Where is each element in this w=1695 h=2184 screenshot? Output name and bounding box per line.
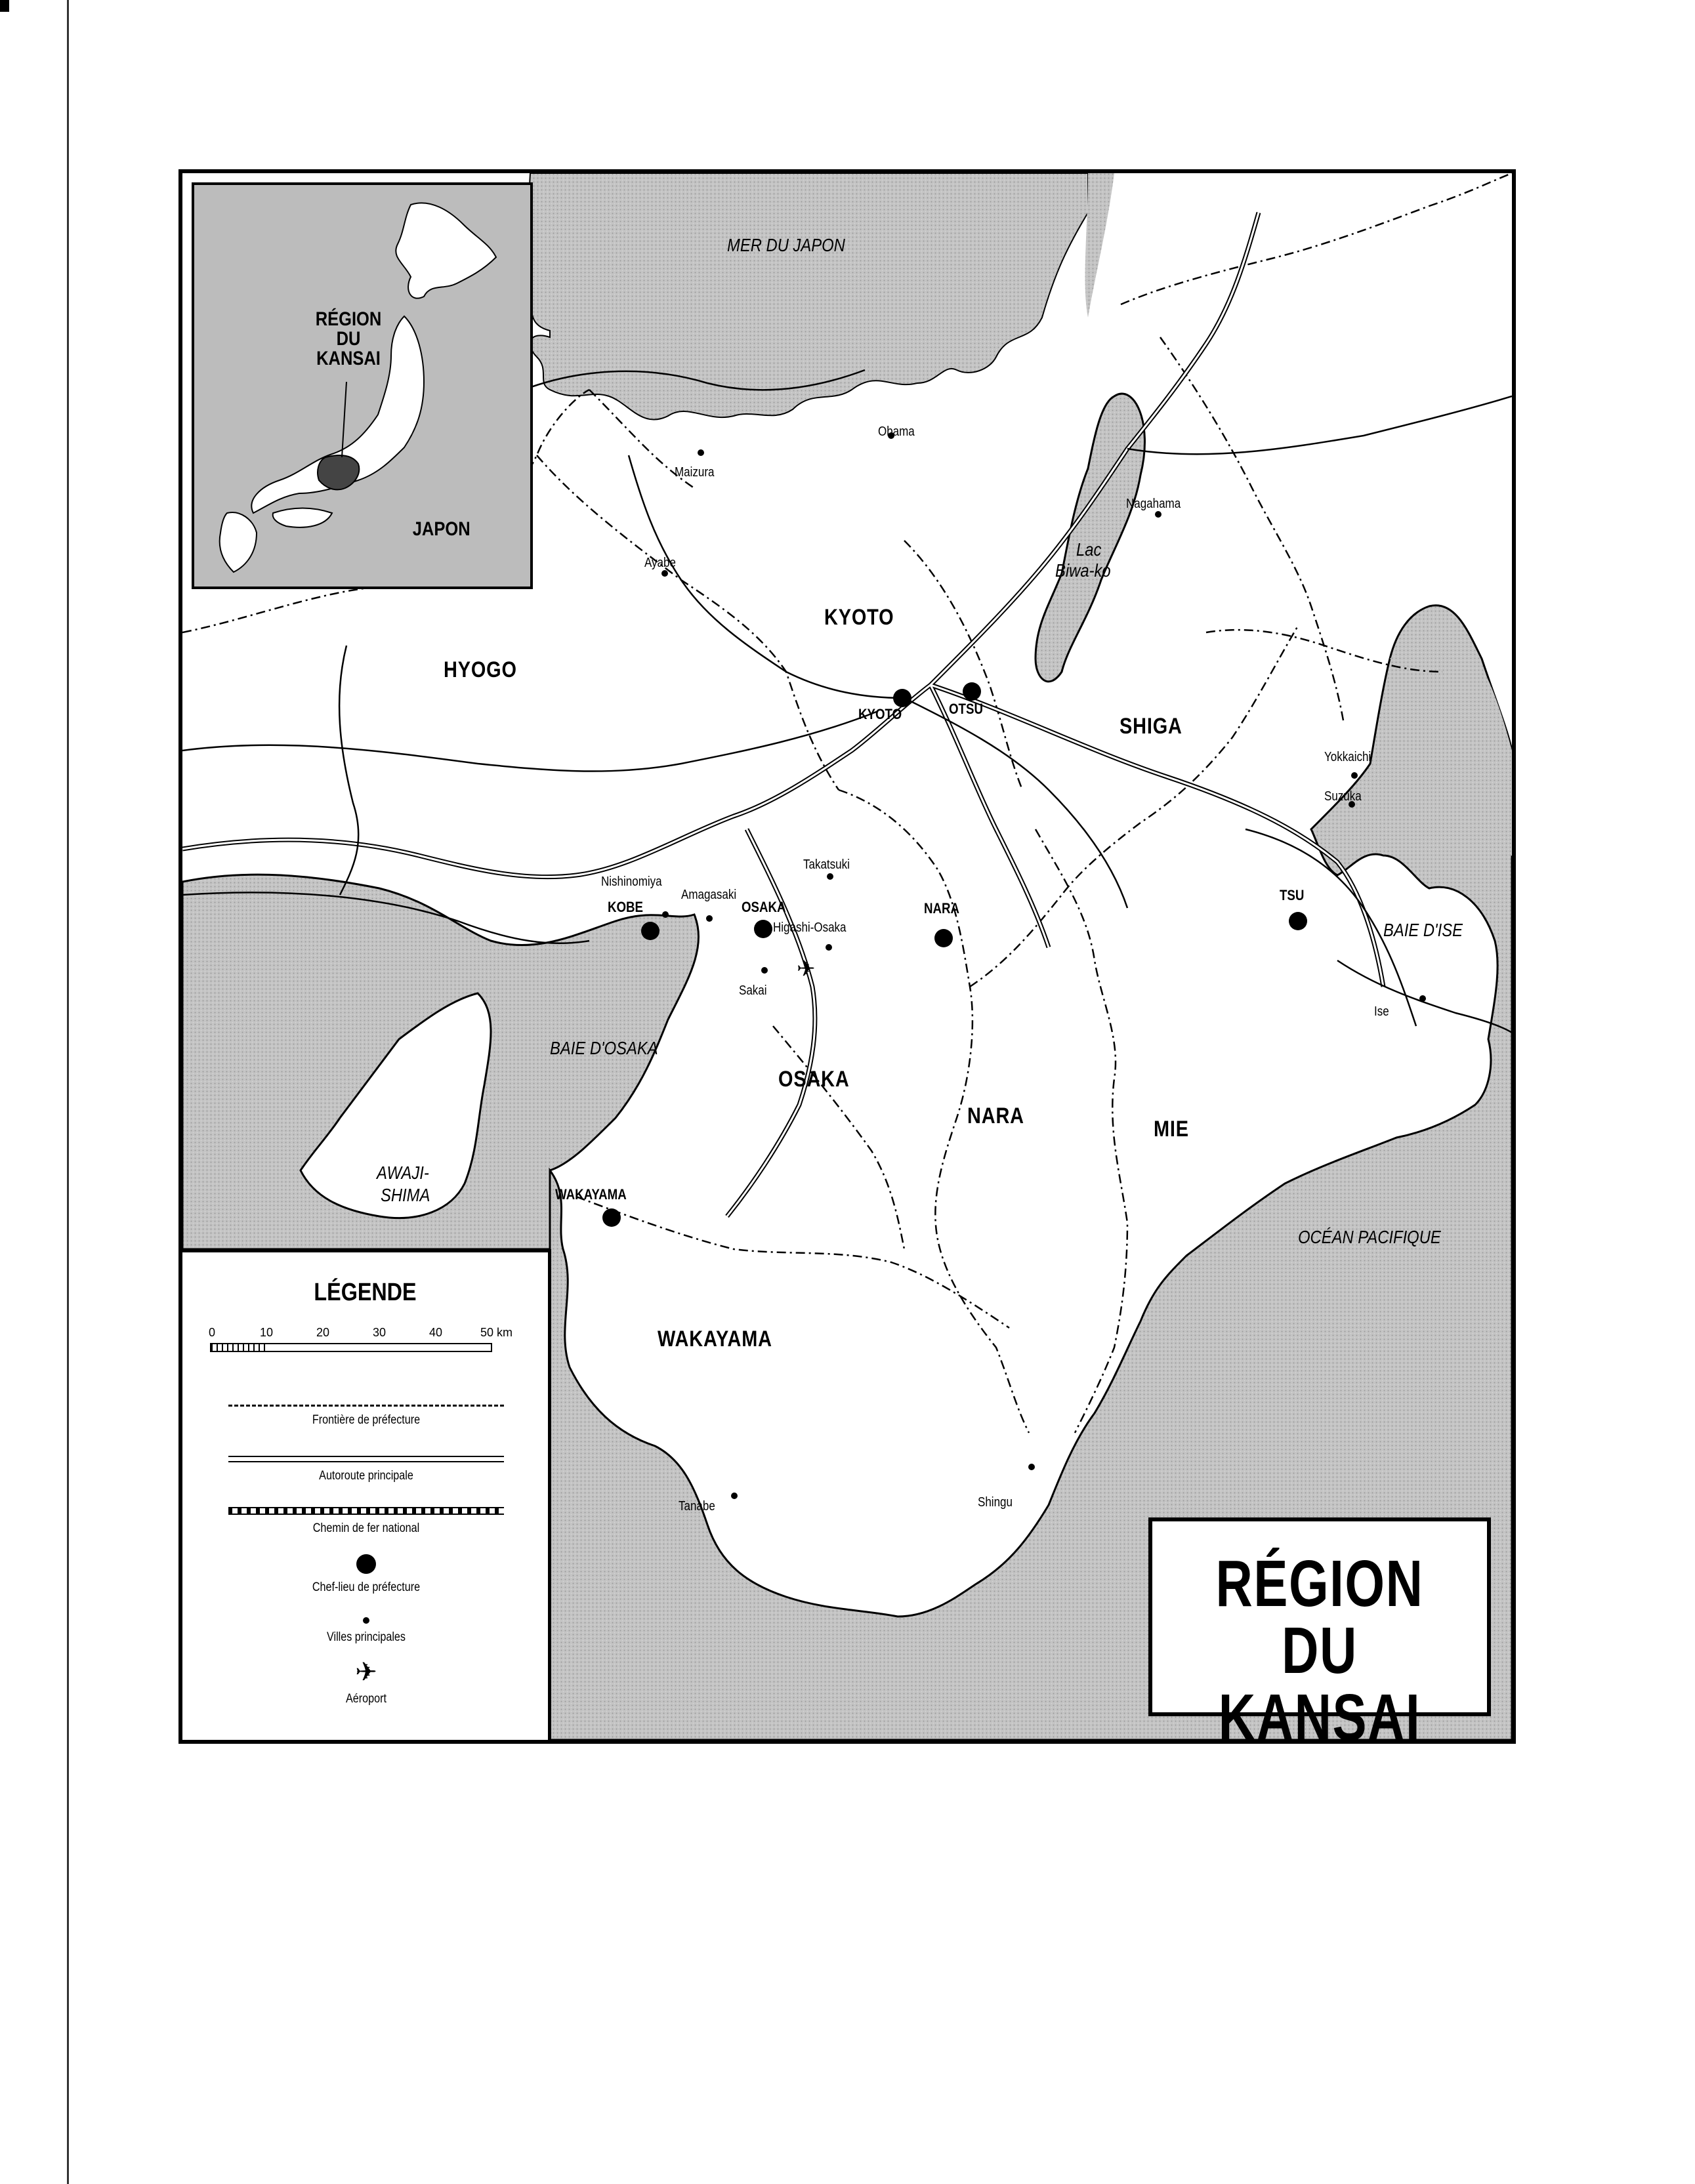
scale-label-50: 50 km — [480, 1326, 513, 1339]
legend-item-border — [209, 1405, 524, 1428]
lake-biwa — [1036, 394, 1144, 682]
capital-otsu-label: OTSU — [949, 701, 983, 717]
lake-biwa-label-2: Biwa-ko — [1055, 560, 1111, 581]
legend-capital-text: Chef-lieu de préfecture — [312, 1580, 421, 1594]
kansai-map — [178, 169, 1516, 1744]
pref-shiga-label: SHIGA — [1120, 714, 1182, 739]
sea-of-japan-east — [1085, 173, 1114, 318]
capital-osaka-label: OSAKA — [742, 899, 786, 915]
capital-nara-label: NARA — [924, 900, 960, 917]
legend-highway-text: Autoroute principale — [319, 1469, 413, 1483]
legend-airport-text: Aéroport — [346, 1692, 387, 1706]
scale-bar — [210, 1343, 492, 1352]
pref-nara-label: NARA — [967, 1103, 1024, 1128]
city-nishinomiya-label: Nishinomiya — [601, 875, 662, 889]
kyushu — [220, 512, 257, 572]
tsu-dot — [1289, 912, 1307, 930]
scale-label-30: 30 — [373, 1326, 387, 1339]
capital-symbol — [356, 1554, 376, 1574]
map-title-box — [1148, 1517, 1491, 1744]
capital-kyoto-label: KYOTO — [858, 706, 902, 722]
inset-region-line2: DU — [336, 328, 361, 350]
airport-symbol-icon: ✈ — [355, 1658, 377, 1687]
capital-wakayama-label: WAKAYAMA — [555, 1186, 627, 1203]
scale-label-10: 10 — [260, 1326, 274, 1339]
legend-title: LÉGENDE — [314, 1279, 417, 1306]
legend-border-text: Frontière de préfecture — [312, 1413, 421, 1427]
city-yokkaichi-label: Yokkaichi — [1324, 750, 1371, 764]
inset-region-line3: KANSAI — [316, 348, 381, 369]
page-corner-mark — [0, 0, 9, 12]
city-sakai-label: Sakai — [739, 983, 767, 998]
legend-item-city — [209, 1617, 524, 1645]
city-takatsuki-label: Takatsuki — [803, 857, 850, 872]
city-higashi-osaka-label: Higashi-Osaka — [773, 920, 847, 935]
osaka-dot — [754, 920, 772, 938]
legend-item-capital — [209, 1554, 524, 1595]
awaji-label-2: SHIMA — [381, 1185, 430, 1205]
map-title-line2: KANSAI — [1218, 1681, 1421, 1744]
city-tanabe-label: Tanabe — [679, 1499, 715, 1514]
rail-symbol — [228, 1507, 504, 1515]
highway-symbol — [228, 1456, 504, 1462]
kyoto-dot — [893, 689, 911, 707]
scale-label-40: 40 — [429, 1326, 443, 1339]
legend-city-text: Villes principales — [326, 1630, 406, 1644]
hokkaido — [396, 203, 496, 298]
nara-dot — [934, 929, 953, 947]
ise-bay-label: BAIE D'ISE — [1383, 920, 1463, 940]
osaka-bay-label: BAIE D'OSAKA — [550, 1038, 658, 1058]
pref-osaka-label: OSAKA — [778, 1067, 850, 1092]
legend-item-airport — [209, 1659, 524, 1706]
wakayama-dot — [602, 1208, 621, 1227]
shikoku — [273, 508, 332, 527]
otsu-dot — [963, 682, 981, 701]
sea-of-japan — [524, 173, 1088, 420]
city-ise-label: Ise — [1374, 1004, 1389, 1019]
capital-markers — [602, 682, 1307, 1227]
inset-region-line1: RÉGION — [315, 308, 382, 330]
city-maizuru-label: Maizura — [675, 465, 715, 480]
inset-region-label — [312, 310, 385, 369]
map-title-line1: RÉGION DU — [1215, 1547, 1424, 1687]
pacific-ocean-label: OCÉAN PACIFIQUE — [1298, 1227, 1441, 1247]
pref-mie-label: MIE — [1154, 1117, 1189, 1142]
city-symbol — [363, 1617, 369, 1624]
scale-label-20: 20 — [316, 1326, 330, 1339]
pref-kyoto-label: KYOTO — [824, 605, 894, 630]
border-symbol — [228, 1405, 504, 1407]
legend-item-rail — [209, 1507, 524, 1536]
city-ayabe-label: Ayabe — [644, 556, 676, 570]
city-nagahama-label: Nagahama — [1126, 497, 1181, 511]
kansai-pointer — [342, 382, 346, 457]
margin-line — [67, 0, 69, 2184]
pref-hyogo-label: HYOGO — [444, 657, 517, 682]
japan-inset-map — [192, 182, 533, 589]
airport-icon: ✈ — [797, 957, 816, 981]
capital-tsu-label: TSU — [1280, 887, 1305, 903]
city-suzuka-label: Suzuka — [1324, 789, 1362, 804]
city-amagasaki-label: Amagasaki — [681, 888, 737, 902]
awaji-label-1: AWAJI- — [377, 1163, 429, 1183]
legend-rail-text: Chemin de fer national — [312, 1521, 420, 1535]
scale-label-0: 0 — [209, 1326, 216, 1339]
kansai-highlight — [318, 455, 359, 489]
pref-wakayama-label: WAKAYAMA — [658, 1327, 772, 1351]
legend-item-highway — [209, 1456, 524, 1483]
inset-country-label: JAPON — [412, 518, 471, 540]
city-shingu-label: Shingu — [978, 1495, 1013, 1510]
lake-biwa-label-1: Lac — [1076, 539, 1102, 560]
japan-outline — [194, 185, 530, 587]
sea-of-japan-label: MER DU JAPON — [727, 235, 845, 255]
capital-kobe-label: KOBE — [608, 899, 644, 915]
legend — [182, 1249, 551, 1740]
kobe-dot — [641, 922, 659, 940]
city-obama-label: Obama — [878, 424, 915, 439]
